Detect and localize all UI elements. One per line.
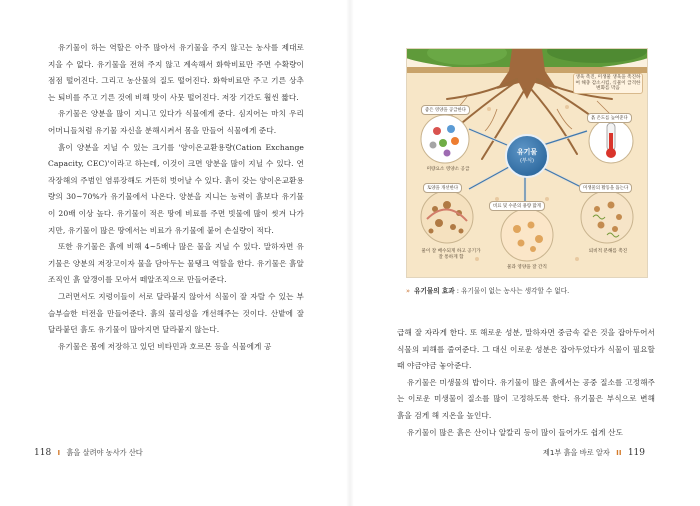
label-nutrients: 좋은 영양을 공급한다: [421, 105, 470, 115]
caption-title: 유기물의 효과: [414, 287, 455, 295]
running-section: 제1부 흙을 바로 알자: [542, 448, 610, 457]
caption-text: : 유기물이 없는 농사는 생각할 수 없다.: [454, 287, 570, 295]
label-water: 비료 및 수분의 용량 많게: [489, 201, 545, 211]
footer-separator: II: [616, 448, 622, 457]
figure-caption: [406, 285, 569, 295]
organic-matter-illustration: [406, 48, 648, 278]
paragraph: 유기물은 몸에 저장하고 있던 비타민과 호르몬 등을 식물에게 공: [58, 341, 272, 351]
label-nutrients-sub: 미량요소 영양소 공급: [426, 167, 470, 172]
page-number: 119: [627, 448, 645, 458]
label-temperature: 흙 온도를 높여준다: [587, 113, 632, 123]
caption-bullet: »: [406, 287, 411, 295]
paragraph: 유기물은 양분을 많이 지니고 있다가 식물에게 준다. 심지어는 마치 우리 어머니들처럼 유기물 자신을 분해시켜서 몸을 만들어 식물에게 준다.: [48, 109, 304, 135]
running-title: 흙을 살려야 농사가 산다: [66, 448, 143, 457]
label-microbe-note: 퇴비적 분해를 촉진: [588, 249, 628, 254]
left-body-text: [48, 40, 304, 355]
hub-subtitle: (부식): [519, 158, 535, 164]
right-footer: [543, 448, 645, 458]
right-body-text: [397, 325, 655, 441]
label-microbe: 미생물의 활동을 돕는다: [579, 183, 632, 193]
paragraph: 급해 잘 자라게 한다. 또 해로운 성분, 말하자면 중금속 같은 것을 잡아두어서 식물의 피해를 줄여준다. 그 대신 이로운 성분은 잡아두었다가 식물이 필요할 때 야금야금 놓아준다.: [397, 328, 655, 371]
paragraph: 그러면서도 지렁이들이 서로 달라붙지 않아서 식물이 잘 자랄 수 있는 부슬부슬한 터전을 만들어준다. 흙의 물리성을 개선해주는 것이다. 산밭에 잘 달라붙던 흙도 유기물이 많아지면 달라붙지 않는다.: [48, 291, 304, 335]
label-structure-note: 물이 잘 배수되게 하고 공기가 잘 통하게 함: [421, 249, 481, 260]
right-page: [350, 0, 700, 506]
paragraph: 흙이 양분을 지닐 수 있는 크기를 '양이온교환용량(Cation Exchange Capacity, CEC)'이라고 하는데, 이것이 크면 양분을 많이 지닐 수 있다. 연작장해의 주범인 염류장해도 거뜬히 벗어날 수 있다. 흙이 갖는 양이온교환용량의 30~70%가 유기물에서 나온다. 양분을 지니는 능력이 흙보다 유기물이 20배 이상 높다. 유기물이 적은 땅에 비료를 주면 빗물에 많이 씻겨 나가지만, 유기물이 많은 땅에서는 비료가 유기물에 붙어 손실량이 적다.: [48, 142, 304, 235]
label-root-effect: 생육 촉진, 미생물 생육을 촉진하여 해충 감소시킴, 식물이 급격한 변화를 막음: [573, 73, 643, 94]
paragraph: 또한 유기물은 흙에 비해 4~5배나 많은 물을 지닐 수 있다. 말하자면 유기물은 양분의 저장고이자 물을 담아두는 물탱크 역할을 한다. 유기물은 흙알조직인 흙 알갱이를 모아서 떼알조직으로 만들어준다.: [48, 242, 304, 285]
left-footer: [34, 448, 143, 458]
organic-matter-hub: [505, 134, 549, 178]
paragraph: 유기물이 많은 흙은 산이나 알칼리 등이 많이 들어가도 쉽게 산도: [407, 427, 623, 437]
hub-title: 유기물: [516, 148, 538, 156]
paragraph: 유기물이 하는 역할은 아주 많아서 유기물을 주지 않고는 농사를 제대로 지을 수 없다. 유기물을 전혀 주지 않고 계속해서 화학비료만 주면 수확량이 점점 떨어진다. 그리고 농산물의 질도 떨어진다. 화학비료만 주고 기른 상추는 퇴비를 주고 기른 것에 비해 맛이 사뭇 떨어진다. 저장 기간도 훨씬 짧다.: [48, 43, 304, 102]
paragraph: 유기물은 미생물의 밥이다. 유기물이 많은 흙에서는 공중 질소를 고정해주는 이로운 미생물이 질소를 많이 고정하도록 한다. 유기물은 부식으로 변해 흙을 검게 해 지온을 높인다.: [397, 377, 655, 420]
page-number: 118: [34, 448, 52, 458]
label-water-note: 물과 영양을 잘 간직: [507, 265, 547, 270]
label-structure: 토양을 개선한다: [423, 183, 462, 193]
footer-separator: I: [57, 448, 61, 457]
